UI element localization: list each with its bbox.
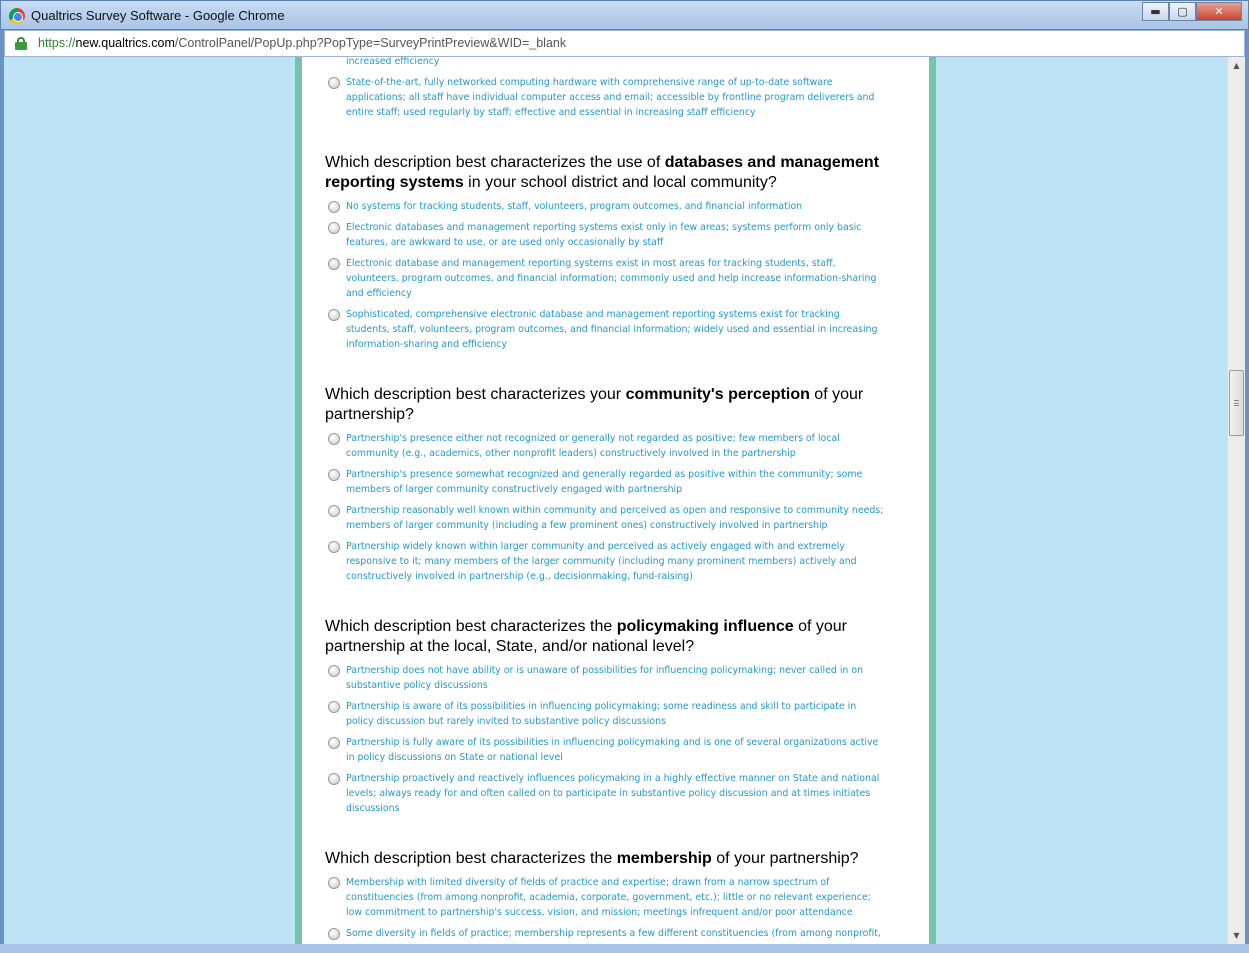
url-path: /ControlPanel/PopUp.php?PopType=SurveyPrintPreview&WID=_blank (174, 36, 567, 50)
radio-button[interactable] (328, 541, 340, 553)
option-text: Membership with limited diversity of fields of practice and expertise; drawn from a narrow spectrum of constituencies (from among nonprofit, academia, corporate, government, etc.); little or no relevant experience; low commitment to partnership's success, vision, and mission; meetings infrequent and/or poor attendance (346, 877, 871, 918)
radio-button[interactable] (328, 737, 340, 749)
option-text: increased efficiency (346, 57, 440, 67)
question-bold: membership (616, 850, 712, 867)
option-text: No systems for tracking students, staff, volunteers, program outcomes, and financial information (346, 201, 803, 212)
option-text: Partnership does not have ability or is unaware of possibilities for influencing policymaking; never called in on substantive policy discussions (346, 665, 864, 691)
grip-icon (1234, 400, 1239, 406)
question-suffix: in your school district and local community? (463, 174, 777, 191)
question-suffix: of your partnership? (711, 850, 859, 867)
question-suffix: of your partnership? (325, 386, 864, 423)
radio-button[interactable] (328, 928, 340, 940)
vertical-scrollbar[interactable] (1227, 57, 1245, 944)
option-text: Partnership widely known within larger community and perceived as actively engaged with and extremely responsive to it; many members of the larger community (including many prominent members) actively and constructively involved in partnership (e.g., decisionmaking, fund-raising) (346, 541, 857, 582)
radio-button[interactable] (328, 201, 340, 213)
option-text: Some diversity in fields of practice; membership represents a few different constituencies (from among nonprofit, (346, 928, 881, 939)
scroll-up-arrow-icon[interactable]: ▲ (1233, 61, 1240, 70)
window-title: Qualtrics Survey Software - Google Chrome (31, 8, 285, 23)
radio-button[interactable] (328, 701, 340, 713)
scrollbar-thumb[interactable] (1229, 370, 1244, 436)
window-bottom-border (0, 944, 1249, 953)
radio-button[interactable] (328, 77, 340, 89)
radio-button[interactable] (328, 222, 340, 234)
radio-button[interactable] (328, 773, 340, 785)
question-bold: community's perception (625, 386, 810, 403)
question-bold: policymaking influence (616, 618, 794, 635)
option-text: Partnership is aware of its possibilities in influencing policymaking; some readiness and skill to participate in policy discussion but rarely invited to substantive policy discussions (346, 701, 857, 727)
question-suffix: of your partnership at the local, State, and/or national level? (325, 618, 847, 655)
url-scheme: https:// (38, 36, 76, 50)
lock-icon (15, 37, 27, 50)
option-text: Electronic databases and management reporting systems exist only in few areas; systems perform only basic features, are awkward to use, or are used only occasionally by staff (346, 222, 862, 248)
radio-button[interactable] (328, 505, 340, 517)
radio-button[interactable] (328, 258, 340, 270)
minimize-button[interactable]: ▬ (1142, 2, 1169, 21)
url-text[interactable] (38, 36, 566, 50)
question-prefix: Which description best characterizes the use of (325, 154, 665, 171)
option-text: Electronic database and management reporting systems exist in most areas for tracking students, staff, volunteers, program outcomes, and financial information; commonly used and help increase information-sharing and efficiency (346, 258, 877, 299)
option-text: Partnership proactively and reactively influences policymaking in a highly effective manner on State and national levels; always ready for and often called on to participate in substantive policy discussion and at times initiates discussions (346, 773, 880, 814)
question-membership (325, 849, 915, 869)
radio-button[interactable] (328, 309, 340, 321)
chrome-icon (9, 8, 25, 24)
option-text: Sophisticated, comprehensive electronic database and management reporting systems exist for tracking students, staff, volunteers, program outcomes, and financial information; widely used and essential in increasing information-sharing and efficiency (346, 309, 878, 350)
question-community-perception (325, 385, 915, 425)
maximize-button[interactable]: ▢ (1169, 2, 1196, 21)
option-text: Partnership is fully aware of its possibilities in influencing policymaking and is one of several organizations active in policy discussions on State or national level (346, 737, 879, 763)
url-host: new.qualtrics.com (75, 36, 175, 50)
question-prefix: Which description best characterizes your (325, 386, 626, 403)
question-databases (325, 153, 915, 193)
question-policymaking (325, 617, 915, 657)
radio-button[interactable] (328, 433, 340, 445)
window-titlebar[interactable] (0, 0, 1249, 30)
survey-page (295, 57, 936, 944)
option-text: State-of-the-art, fully networked computing hardware with comprehensive range of up-to-date software applications; all staff have individual computer access and email; accessible by frontline program deliverers and entire staff; used regularly by staff; effective and essential in increasing staff efficiency (346, 77, 875, 118)
address-bar[interactable] (4, 30, 1245, 57)
question-prefix: Which description best characterizes the (325, 618, 617, 635)
radio-button[interactable] (328, 665, 340, 677)
option-text: Partnership's presence somewhat recognized and generally regarded as positive within the community; some members of larger community constructively engaged with partnership (346, 469, 863, 495)
option-text: Partnership's presence either not recognized or generally not regarded as positive; few members of local community (e.g., academics, other nonprofit leaders) constructively involved in the partnership (346, 433, 840, 459)
radio-button[interactable] (328, 469, 340, 481)
radio-button[interactable] (328, 877, 340, 889)
question-prefix: Which description best characterizes the (325, 850, 617, 867)
close-button[interactable]: ✕ (1196, 2, 1242, 21)
question-bold: databases and management reporting systems (325, 154, 880, 191)
browser-viewport (4, 57, 1227, 944)
option-text: Partnership reasonably well known within community and perceived as open and responsive to community needs; members of larger community (including a few prominent ones) constructively involved in partnership (346, 505, 884, 531)
scroll-down-arrow-icon[interactable]: ▼ (1233, 931, 1240, 940)
window-controls (1142, 2, 1242, 21)
